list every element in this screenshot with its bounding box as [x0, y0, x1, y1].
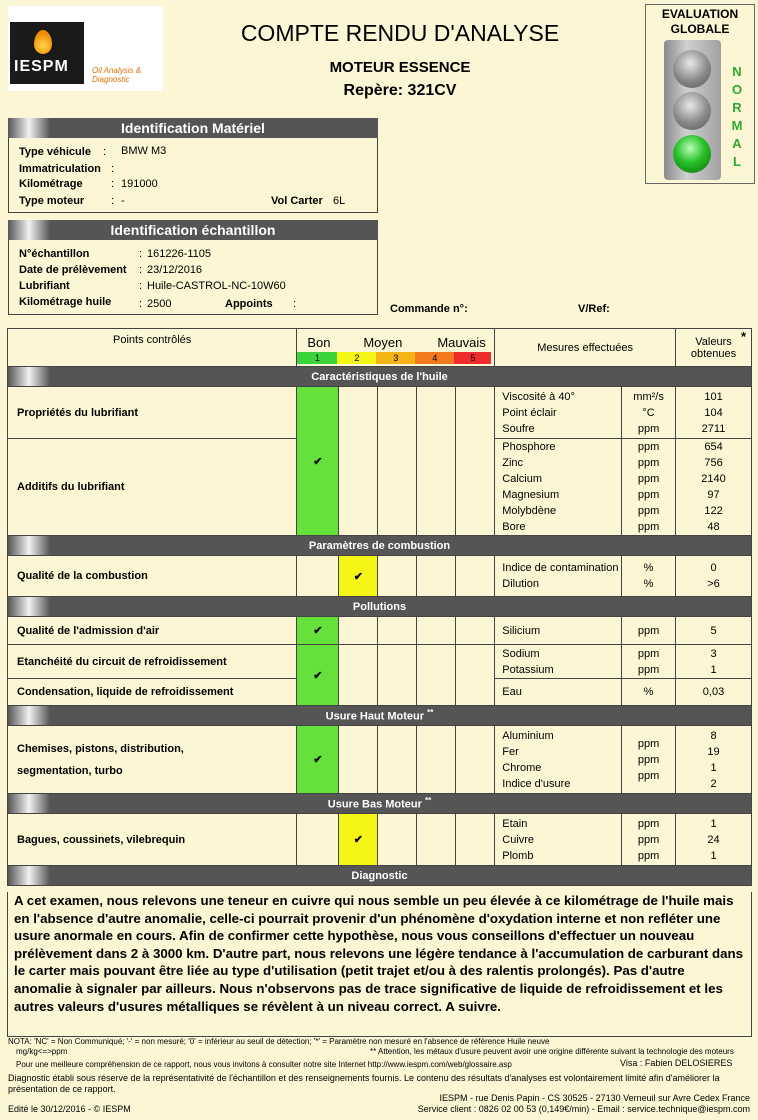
measure-unit: ppm	[637, 769, 660, 782]
evaluation-title-line1: EVALUATION	[661, 7, 739, 21]
table-row	[8, 556, 752, 597]
rating-cell-4	[417, 387, 456, 536]
logo-subtitle: Oil Analysis & Diagnostic	[92, 66, 142, 84]
evaluation-title-line2: GLOBALE	[670, 22, 730, 36]
values-bas	[676, 814, 752, 866]
status-letter: R	[732, 100, 742, 115]
type-moteur-label: Type moteur	[19, 195, 85, 207]
scale-3: 3	[376, 352, 415, 364]
rating-cell-3	[378, 556, 417, 597]
points-header: Points contrôlés	[8, 329, 297, 367]
section-row	[8, 536, 752, 556]
values-combustion	[676, 556, 752, 597]
measure-name: Molybdène	[502, 505, 557, 517]
lubrifiant-label: Lubrifiant	[19, 280, 70, 292]
measure-unit: ppm	[637, 849, 660, 862]
measure-value: 19	[707, 745, 720, 758]
traffic-light-green-icon	[673, 135, 711, 173]
oil-drop-icon	[34, 30, 52, 54]
footer-mgkg: mg/kg<=>ppm	[16, 1047, 68, 1056]
measure-unit: %	[643, 578, 654, 590]
type-moteur-value: -	[121, 195, 125, 207]
measure-value: 5	[676, 617, 752, 645]
footer-address: IESPM - rue Denis Papin - CS 30525 - 27130 Verneuil sur Avre Cedex France	[439, 1093, 750, 1103]
appoints-value: :	[293, 298, 297, 310]
measure-name: Indice de contamination	[502, 562, 619, 574]
section-pollutions-label: Pollutions	[352, 600, 407, 613]
rating-cell-5	[456, 726, 495, 794]
colon: :	[139, 264, 143, 276]
rating-cell-5	[456, 814, 495, 866]
repere: Repère: 321CV	[343, 82, 457, 99]
measure-name: Calcium	[502, 473, 542, 485]
date-value: 23/12/2016	[147, 264, 203, 276]
measure-name: Cuivre	[502, 833, 535, 846]
rating-cell-3	[378, 387, 417, 536]
measure-name: Fer	[502, 745, 519, 758]
num-echantillon-value: 161226-1105	[147, 248, 212, 260]
measure-unit: %	[643, 562, 654, 574]
measure-unit: ppm	[637, 737, 660, 750]
rating-cell-2	[339, 645, 378, 706]
colon: :	[111, 163, 115, 175]
km-huile-label: Kilométrage huile	[19, 296, 112, 308]
values-haut	[676, 726, 752, 794]
engine-type: MOTEUR ESSENCE	[329, 59, 471, 76]
evaluation-status	[731, 63, 743, 171]
diagnostic-text: A cet examen, nous relevons une teneur en cuivre qui nous semble un peu élevée à ce kilométrage de l'huile mais en l'absence d'autre anomalie, celle-ci pourrait provenir d'un phénomène d'oxydation interne et non refléter une usure anormale en cours. Afin de confirmer cette hypothèse, nous vous conseillons d'effectuer un nouveau prélèvement dans 2 à 3000 km. D'autre part, nous relevons une légère tendance à l'accumulation de carburant dans le carter mais pouvant être liée au type d'utilisation (petit trajet et/ou à des ralentis prolongés). Pas d'autre anomalie à signaler par ailleurs. Nous n'observons pas de trace significative de liquide de refroidissement et les autres valeurs d'usures métalliques se révèlent à un niveau correct. A suivre.	[7, 892, 752, 1037]
footer-attention: ** Attention, les métaux d'usure peuvent avoir une origine différente suivant la technologie des moteurs	[370, 1047, 734, 1056]
type-vehicule-label: Type véhicule	[19, 146, 91, 158]
measure-unit: ppm	[622, 617, 676, 645]
rating-cell-5	[456, 387, 495, 536]
measure-name: Eau	[495, 679, 622, 706]
report-title: COMPTE RENDU D'ANALYSE	[240, 20, 560, 46]
section-haut-label: Usure Haut Moteur	[325, 710, 425, 723]
values-additifs	[676, 439, 752, 536]
valeurs-line2: obtenues	[690, 347, 737, 360]
lubrifiant-value: Huile-CASTROL-NC-10W60	[147, 280, 286, 292]
section-row	[8, 597, 752, 617]
measure-unit: ppm	[637, 521, 660, 533]
rating-cell-1: ✔	[297, 645, 339, 706]
valeurs-header	[676, 329, 752, 367]
vref-label: V/Ref:	[578, 303, 610, 315]
measure-value: 104	[704, 406, 723, 419]
evaluation-title	[645, 7, 755, 37]
measures-bas	[495, 814, 622, 866]
status-letter: N	[732, 64, 742, 79]
measure-value: 24	[707, 833, 720, 846]
measure-value: 2711	[701, 422, 726, 435]
measure-name: Silicium	[495, 617, 622, 645]
measure-name: Viscosité à 40°	[502, 390, 575, 403]
row-combustion: Qualité de la combustion	[8, 556, 297, 597]
logo-text: IESPM	[14, 58, 69, 75]
footer-edite: Edité le 30/12/2016 - © IESPM	[8, 1104, 131, 1114]
measure-value: 3	[710, 647, 717, 660]
table-row	[8, 726, 752, 794]
status-letter: L	[733, 154, 741, 169]
measure-name: Bore	[502, 521, 526, 533]
measure-unit: ppm	[637, 833, 660, 846]
table-row	[8, 387, 752, 439]
rating-cell-2: ✔	[339, 814, 378, 866]
scale-4: 4	[415, 352, 454, 364]
measure-name: Soufre	[502, 422, 535, 435]
row-chemises-line1: Chemises, pistons, distribution,	[17, 742, 184, 755]
measure-unit: °C	[642, 406, 655, 419]
rating-cell-1	[297, 814, 339, 866]
section-bas-stars: **	[424, 796, 432, 806]
traffic-light-top-icon	[673, 50, 711, 88]
kilometrage-label: Kilométrage	[19, 178, 83, 190]
section-combustion	[8, 536, 752, 556]
rating-cell-5	[456, 556, 495, 597]
measure-unit: ppm	[637, 422, 660, 435]
measure-value: 1	[710, 849, 717, 862]
section-diagnostic-label: Diagnostic	[351, 869, 408, 882]
rating-cell-2	[339, 387, 378, 536]
echantillon-heading-text: Identification échantillon	[110, 222, 276, 238]
rating-cell-1	[297, 556, 339, 597]
bon-label: Bon	[307, 335, 331, 350]
colon: :	[103, 146, 107, 158]
rating-cell-4	[417, 556, 456, 597]
table-row	[8, 645, 752, 679]
scale-header	[297, 329, 495, 367]
valeurs-line1: Valeurs	[695, 335, 732, 348]
section-bas	[8, 794, 752, 814]
measure-value: 654	[704, 441, 723, 453]
section-combustion-label: Paramètres de combustion	[308, 539, 451, 552]
units-additifs	[622, 439, 676, 536]
measure-value: 1	[710, 817, 717, 830]
scale-2: 2	[337, 352, 376, 364]
measure-value: 1	[710, 761, 717, 774]
measure-name: Aluminium	[502, 729, 554, 742]
measure-value: 0	[710, 562, 717, 574]
measure-unit: mm²/s	[633, 390, 664, 403]
rating-cell-5	[456, 617, 495, 645]
measure-unit: ppm	[637, 753, 660, 766]
measure-value: 2	[710, 777, 717, 790]
measure-value: >6	[707, 578, 720, 590]
row-admission: Qualité de l'admission d'air	[8, 617, 297, 645]
footer-service: Service client : 0826 02 00 53 (0,149€/min) - Email : service.technique@iespm.com	[417, 1104, 750, 1114]
units-bas	[622, 814, 676, 866]
km-huile-value: 2500	[147, 298, 172, 310]
row-bagues: Bagues, coussinets, vilebrequin	[8, 814, 297, 866]
measure-name: Etain	[502, 817, 528, 830]
measure-value: 101	[704, 390, 723, 403]
measure-name: Dilution	[502, 578, 539, 590]
measure-value: 756	[704, 457, 723, 469]
measure-name: Plomb	[502, 849, 534, 862]
section-carac	[8, 367, 752, 387]
measure-unit: ppm	[637, 505, 660, 517]
section-haut-stars: **	[427, 708, 434, 718]
status-letter: M	[731, 118, 743, 133]
measure-value: 48	[707, 521, 720, 533]
scale-5: 5	[454, 352, 491, 364]
rating-cell-2	[339, 617, 378, 645]
row-condensation: Condensation, liquide de refroidissement	[8, 679, 297, 706]
rating-cell-1: ✔	[297, 726, 339, 794]
measure-unit: %	[622, 679, 676, 706]
section-haut	[8, 706, 752, 726]
num-echantillon-label: N°échantillon	[19, 248, 90, 260]
measure-name: Indice d'usure	[502, 777, 571, 790]
rating-cell-5	[456, 645, 495, 706]
measure-unit: ppm	[637, 663, 660, 676]
measure-unit: ppm	[637, 647, 660, 660]
analysis-table	[7, 328, 752, 886]
section-row	[8, 794, 752, 814]
values-proprietes	[676, 387, 752, 439]
section-row	[8, 706, 752, 726]
materiel-heading-text: Identification Matériel	[121, 120, 265, 136]
rating-cell-2	[339, 726, 378, 794]
type-vehicule-value: BMW M3	[121, 145, 167, 157]
colon: :	[111, 195, 115, 207]
measure-unit: ppm	[637, 457, 660, 469]
measure-name: Sodium	[502, 647, 540, 660]
commande-label: Commande n°:	[390, 303, 468, 315]
immatriculation-label: Immatriculation	[19, 163, 101, 175]
appoints-label: Appoints	[225, 298, 273, 310]
measure-unit: ppm	[637, 441, 660, 453]
vol-carter-label: Vol Carter	[271, 195, 323, 207]
measure-unit: ppm	[637, 473, 660, 485]
scale-1: 1	[297, 352, 337, 364]
footer-disclaimer: Diagnostic établi sous réserve de la représentativité de l'échantillon et des renseignements fournis. Le contenu des résultats d'analyses est volontairement limité afin d'améliorer la présentation de ce rapport.	[8, 1073, 720, 1094]
measure-value: 97	[707, 489, 720, 501]
echantillon-heading	[8, 220, 378, 240]
kilometrage-value: 191000	[121, 178, 158, 190]
row-additifs: Additifs du lubrifiant	[8, 439, 297, 536]
vol-carter-value: 6L	[333, 195, 346, 207]
echantillon-panel	[8, 240, 378, 315]
table-header-row	[8, 329, 752, 367]
section-diagnostic	[8, 866, 752, 886]
rating-cell-4	[417, 814, 456, 866]
row-chemises-line2: segmentation, turbo	[17, 764, 123, 777]
measures-etancheite	[495, 645, 622, 679]
materiel-heading	[8, 118, 378, 138]
measures-combustion	[495, 556, 622, 597]
status-letter: O	[731, 82, 743, 97]
colon: :	[111, 178, 115, 190]
measures-proprietes	[495, 387, 622, 439]
valeurs-star: *	[740, 329, 746, 344]
measure-name: Chrome	[502, 761, 542, 774]
section-carac-label: Caractéristiques de l'huile	[311, 370, 448, 383]
measure-value: 0,03	[676, 679, 752, 706]
status-letter: A	[732, 136, 742, 151]
colon: :	[139, 280, 143, 292]
rating-cell-4	[417, 617, 456, 645]
table-row	[8, 814, 752, 866]
measure-name: Magnesium	[502, 489, 560, 501]
row-chemises	[8, 726, 297, 794]
colon: :	[139, 298, 143, 310]
measure-name: Zinc	[502, 457, 524, 469]
units-combustion	[622, 556, 676, 597]
section-pollutions	[8, 597, 752, 617]
date-label: Date de prélèvement	[19, 264, 127, 276]
rating-cell-4	[417, 726, 456, 794]
measure-name: Point éclair	[502, 406, 557, 419]
units-etancheite	[622, 645, 676, 679]
mesures-header: Mesures effectuées	[495, 329, 676, 367]
mauvais-label: Mauvais	[437, 335, 486, 350]
footer-glossaire: Pour une meilleure compréhension de ce rapport, nous vous invitons à consulter notre site Internet http://www.iespm.com/web/glossaire.asp	[16, 1060, 512, 1069]
measure-value: 8	[710, 729, 717, 742]
units-proprietes	[622, 387, 676, 439]
colon: :	[139, 248, 143, 260]
moyen-label: Moyen	[363, 335, 403, 350]
section-row	[8, 367, 752, 387]
values-etancheite	[676, 645, 752, 679]
measure-value: 1	[710, 663, 717, 676]
measures-haut	[495, 726, 622, 794]
footer-visa: Visa : Fabien DELOSIERES	[620, 1058, 733, 1068]
table-row	[8, 617, 752, 645]
rating-cell-1: ✔	[297, 387, 339, 536]
section-row	[8, 866, 752, 886]
section-bas-label: Usure Bas Moteur	[327, 798, 422, 811]
traffic-light-middle-icon	[673, 92, 711, 130]
measure-value: 2140	[701, 473, 726, 485]
measure-name: Phosphore	[502, 441, 556, 453]
row-proprietes: Propriétés du lubrifiant	[8, 387, 297, 439]
measure-unit: ppm	[637, 489, 660, 501]
measure-name: Potassium	[502, 663, 554, 676]
units-haut	[622, 726, 676, 794]
rating-cell-1: ✔	[297, 617, 339, 645]
measures-additifs	[495, 439, 622, 536]
footer-nota: NOTA: 'NC' = Non Communiqué; '-' = non mesuré; '0' = inférieur au seuil de détection; '*' = Paramètre non mesuré en l'absence de référence Huile neuve	[8, 1037, 550, 1046]
measure-unit: ppm	[637, 817, 660, 830]
rating-cell-3	[378, 645, 417, 706]
row-etancheite: Etanchéité du circuit de refroidissement	[8, 645, 297, 679]
rating-cell-2: ✔	[339, 556, 378, 597]
rating-cell-4	[417, 645, 456, 706]
rating-cell-3	[378, 814, 417, 866]
rating-cell-3	[378, 617, 417, 645]
rating-cell-3	[378, 726, 417, 794]
materiel-panel	[8, 138, 378, 213]
measure-value: 122	[704, 505, 723, 517]
